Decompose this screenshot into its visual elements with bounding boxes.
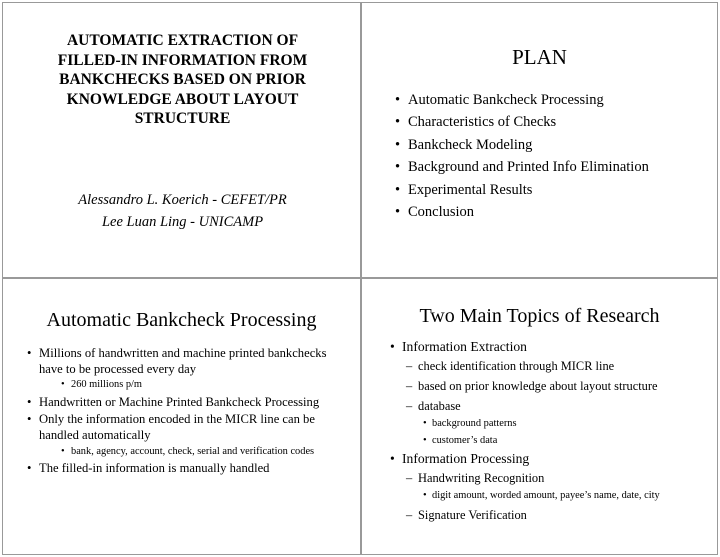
bullet-list (25, 345, 350, 477)
bullet-item: • Millions of handwritten and machine printed bankchecks have to be processed every day (25, 345, 350, 377)
title-line: BANKCHECKS BASED ON PRIOR (59, 71, 306, 88)
plan-item: • Conclusion (395, 201, 649, 223)
topic-item: • Information Extraction (388, 337, 713, 356)
topic-subitem: – Handwriting Recognition (388, 468, 713, 488)
title-line: AUTOMATIC EXTRACTION OF (66, 32, 299, 49)
plan-item: • Bankcheck Modeling (395, 134, 649, 156)
title-line: KNOWLEDGE ABOUT LAYOUT (66, 90, 299, 108)
slide-automatic-processing (2, 278, 361, 555)
topic-subitem: – based on prior knowledge about layout structure (388, 376, 713, 396)
topic-detail: • customer’s data (388, 433, 713, 450)
topic-item: • Information Processing (388, 449, 713, 468)
plan-item: • Background and Printed Info Elimination (395, 156, 649, 178)
title-line: FILLED-IN INFORMATION FROM (57, 51, 308, 69)
topic-detail: • digit amount, worded amount, payee’s name, date, city (388, 488, 713, 505)
slide-research-topics (361, 278, 718, 555)
bullet-item: • Only the information encoded in the MICR line can be handled automatically (25, 411, 350, 443)
author: Lee Luan Ling - UNICAMP (101, 214, 264, 230)
topic-subitem: – check identification through MICR line (388, 356, 713, 376)
sub-bullet-item: • 260 millions p/m (25, 378, 350, 392)
slide-heading: Two Main Topics of Research (419, 305, 660, 327)
slide-title (2, 2, 361, 278)
title-line: STRUCTURE (134, 110, 231, 127)
paper-title (33, 31, 332, 129)
bullet-item: • Handwritten or Machine Printed Bankcheck Processing (25, 394, 350, 410)
slide-plan (361, 2, 718, 278)
slide-heading: PLAN (512, 45, 567, 69)
topic-detail: • background patterns (388, 416, 713, 433)
plan-list (395, 89, 649, 223)
topic-subitem: – database (388, 396, 713, 416)
plan-item: • Automatic Bankcheck Processing (395, 89, 649, 111)
author: Alessandro L. Koerich - CEFET/PR (78, 192, 287, 208)
slide-heading: Automatic Bankcheck Processing (46, 309, 317, 331)
plan-item: • Experimental Results (395, 179, 649, 201)
bullet-item: • The filled-in information is manually handled (25, 460, 350, 476)
topic-list (388, 337, 713, 525)
author-list (13, 189, 352, 233)
topic-subitem: – Signature Verification (388, 505, 713, 525)
plan-item: • Characteristics of Checks (395, 111, 649, 133)
sub-bullet-item: • bank, agency, account, check, serial and verification codes (25, 445, 350, 459)
